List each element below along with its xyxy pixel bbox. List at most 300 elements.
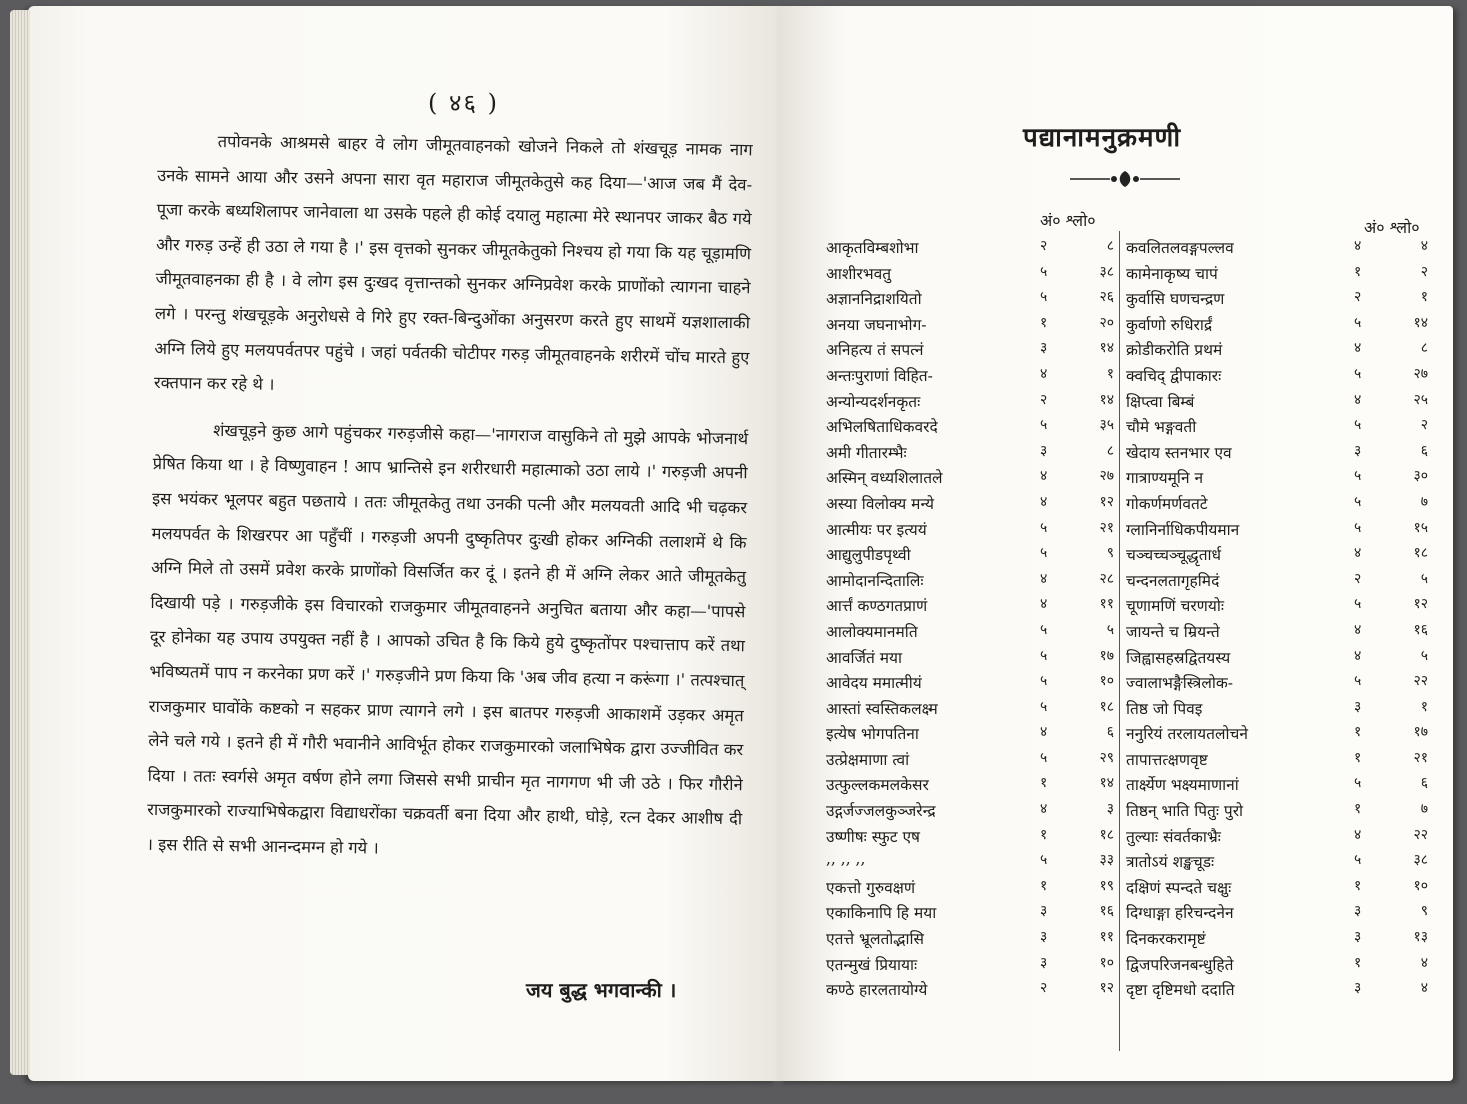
verse-first-line: कवलितलवङ्गपल्लव (1126, 239, 1234, 257)
verse-first-line: उत्प्रेक्षमाणा त्वां (826, 750, 910, 769)
act-number: ३ (1354, 929, 1362, 946)
act-number: २ (1040, 391, 1048, 408)
index-entry (1126, 313, 1428, 339)
verse-first-line: तापात्तत्क्षणवृष्ट (1126, 750, 1208, 769)
verse-first-line: ग्लानिर्नाधिकपीयमान (1126, 520, 1240, 539)
verse-first-line: चौमे भङ्गवती (1126, 418, 1197, 437)
act-number: ४ (1354, 826, 1362, 843)
index-entry (826, 492, 1114, 518)
shloka-number: ५ (1106, 621, 1114, 638)
verse-first-line: एकाकिनापि हि मया (826, 904, 937, 923)
index-entry (826, 262, 1114, 288)
shloka-number: २१ (1099, 519, 1114, 536)
shloka-number: १२ (1099, 980, 1114, 997)
verse-first-line: अज्ञाननिद्राशयितो (826, 290, 922, 309)
verse-reference (1354, 978, 1428, 997)
index-entry (1126, 697, 1428, 723)
verse-reference (1040, 543, 1114, 562)
act-number: २ (1040, 980, 1048, 997)
act-number: २ (1354, 570, 1362, 587)
shloka-number: १३ (1413, 929, 1428, 946)
act-number: ५ (1040, 417, 1048, 434)
act-number: ३ (1354, 698, 1362, 715)
verse-reference (1040, 799, 1114, 818)
index-entry (826, 646, 1114, 672)
verse-first-line: क्वचिद् द्वीपाकारः (1126, 366, 1222, 385)
verse-first-line: गोकर्णमर्णवतटे (1126, 494, 1208, 513)
verse-reference (1354, 773, 1428, 792)
act-number: १ (1354, 263, 1362, 280)
index-entry (826, 978, 1114, 1004)
verse-first-line: अमी गीतारम्भैः (826, 443, 907, 462)
index-entry (1126, 441, 1428, 467)
verse-first-line: आत्मीयः पर इत्ययं (826, 520, 927, 539)
verse-first-line: ज्वालाभङ्गैस्त्रिलोक- (1126, 674, 1233, 693)
shloka-number: १७ (1099, 647, 1114, 664)
verse-reference (1354, 799, 1428, 818)
act-number: ३ (1040, 340, 1048, 357)
verse-reference (1354, 441, 1428, 460)
verse-reference (1040, 441, 1114, 460)
verse-first-line: ,, ,, ,, (826, 850, 866, 869)
act-number: ४ (1354, 238, 1362, 254)
shloka-number: ४ (1420, 980, 1428, 997)
verse-first-line: दिनकरकरामृष्टं (1126, 930, 1206, 949)
verse-reference (1354, 390, 1428, 409)
index-title: पद्यानामनुक्रमणी (1023, 123, 1182, 153)
verse-index-right (1126, 236, 1428, 1004)
shloka-number: ५ (1420, 647, 1428, 664)
shloka-number: ८ (1420, 340, 1428, 357)
verse-reference (1354, 466, 1428, 485)
verse-first-line: उष्णीषः स्फुट एष (826, 827, 920, 846)
act-number: १ (1354, 749, 1362, 766)
verse-first-line: दृष्टा दृष्टिमधो ददाति (1126, 981, 1235, 1000)
verse-reference (1354, 236, 1428, 255)
act-number: ५ (1040, 647, 1048, 664)
act-number: १ (1354, 877, 1362, 894)
shloka-number: १ (1106, 365, 1114, 382)
shloka-number: २५ (1413, 391, 1428, 408)
verse-first-line: गात्राण्यमूनि न (1126, 469, 1204, 488)
shloka-number: २२ (1413, 826, 1428, 843)
left-page (28, 6, 778, 1081)
shloka-number: ५ (1420, 570, 1428, 587)
verse-reference (1040, 390, 1114, 409)
act-number: ५ (1040, 519, 1048, 536)
index-entry (826, 236, 1114, 262)
verse-reference (1040, 773, 1114, 792)
index-entry (1126, 722, 1428, 748)
shloka-number: ७ (1420, 801, 1428, 818)
index-entry (1126, 927, 1428, 953)
verse-reference (1040, 697, 1114, 716)
act-number: ४ (1040, 801, 1048, 818)
verse-reference (1354, 543, 1428, 562)
verse-reference (1354, 620, 1428, 639)
act-number: ४ (1354, 647, 1362, 664)
act-number: ५ (1354, 852, 1362, 869)
verse-first-line: आवेदय ममात्मीयं (826, 674, 922, 693)
verse-reference (1354, 953, 1428, 972)
shloka-number: ११ (1099, 929, 1114, 946)
verse-reference (1040, 927, 1114, 946)
index-entry (1126, 492, 1428, 518)
verse-first-line: एतत्ते भ्रूलतोद्भासि (826, 930, 925, 949)
index-entry (826, 825, 1114, 851)
index-entry (1126, 953, 1428, 979)
index-entry (1126, 518, 1428, 544)
verse-first-line: आस्तां स्वस्तिकलक्ष्म (826, 699, 938, 718)
shloka-number: २ (1420, 263, 1428, 280)
shloka-number: ६ (1420, 442, 1428, 459)
shloka-number: १० (1099, 673, 1114, 690)
act-number: ५ (1354, 596, 1362, 613)
shloka-number: १५ (1413, 519, 1428, 536)
verse-reference (1354, 646, 1428, 665)
index-entry (1126, 876, 1428, 902)
verse-first-line: एतन्मुखं प्रियायाः (826, 955, 918, 974)
verse-reference (1354, 262, 1428, 281)
index-entry (826, 697, 1114, 723)
act-number: ३ (1040, 903, 1048, 920)
verse-reference (1354, 927, 1428, 946)
verse-reference (1040, 415, 1114, 434)
act-number: २ (1354, 289, 1362, 306)
shloka-number: ७ (1420, 493, 1428, 510)
shloka-number: १७ (1413, 724, 1428, 741)
index-entry (1126, 850, 1428, 876)
shloka-number: १८ (1413, 545, 1428, 562)
index-entry (1126, 748, 1428, 774)
index-entry (1126, 671, 1428, 697)
verse-reference (1040, 646, 1114, 665)
index-entry (1126, 569, 1428, 595)
verse-first-line: आद्युलुपीडपृथ्वी (826, 546, 911, 565)
index-entry (826, 953, 1114, 979)
verse-reference (1040, 850, 1114, 869)
verse-first-line: आलोक्यमानमति (826, 622, 918, 641)
verse-first-line: क्रोडीकरोति प्रथमं (1126, 341, 1223, 360)
shloka-number: १ (1420, 289, 1428, 306)
verse-first-line: कुर्वासि घणचन्द्रण (1126, 290, 1225, 309)
ornament-divider (1070, 169, 1180, 189)
shloka-number: ८ (1106, 442, 1114, 459)
paragraph-1: तपोवनके आश्रमसे बाहर वे लोग जीमूतवाहनको खोजने निकले तो शंखचूड़ नामक नाग उनके सामने आया और उसने अपना सारा वृत महाराज जीमूतकेतुसे कह दिया—'आज जब मैं देव-पूजा करके बध्यशिलापर जानेवाला था उसके पहले ही कोई दयालु महात्मा मेरे स्थानपर जाकर बैठ गये और गरुड़ उन्हें ही उठा ले गया है ।' इस वृत्तको सुनकर जीमूतकेतुको निश्चय हो गया कि यह चूड़ामणि जीमूतवाहनका ही है । वे लोग इस दुःखद वृत्तान्तको सुनकर अग्निप्रवेश करके प्राणोंको त्यागना चाहने लगे । परन्तु शंखचूड़के अनुरोधसे वे गिरे हुए रक्त-बिन्दुओंका अनुसरण करते हुए साथमें यज्ञशालाकी अग्नि लिये हुए मलयपर्वतपर पहुंचे । जहां पर्वतकी चोटीपर गरुड़ जीमूतवाहनके शरीरमें चोंच मारते हुए रक्तपान कर रहे थे । (153, 131, 753, 395)
verse-first-line: आर्त्तं कण्ठगतप्राणं (826, 597, 928, 616)
act-number: ४ (1354, 391, 1362, 408)
verse-reference (1354, 518, 1428, 537)
verse-first-line: कामेनाकृष्य चापं (1126, 264, 1218, 283)
verse-first-line: चन्दनलतागृहमिदं (1126, 571, 1220, 590)
act-number: ३ (1354, 903, 1362, 920)
paragraph-2: शंखचूड़ने कुछ आगे पहुंचकर गरुड़जीसे कहा—'नागराज वासुकिने तो मुझे आपके भोजनार्थ प्रेषित किया था । हे विष्णुवाहन ! आप भ्रान्तिसे इन शरीरधारी महात्माको उठा लाये ।' गरुड़जी अपनी इस भयंकर भूलपर बहुत पछताये । ततः जीमूतकेतु तथा उनकी पत्नी और मलयवती आदि भी चढ़कर मलयपर्वत के शिखरपर आ पहुँचीं । गरुड़जी अपनी दुष्कृतिपर दुःखी होकर अग्निकी तलाशमें थे कि अग्नि मिले तो उसमें प्रवेश करके प्राणोंको विसर्जित कर दूं । इतने ही में अग्नि लेकर आते जीमूतकेतु दिखायी पड़े । गरुड़जीके इस विचारको राजकुमार जीमूतवाहनने अनुचित बताया और कहा—'पापसे दूर होनेका यह उपाय उपयुक्त नहीं है । आपको उचित है कि किये हुये दुष्कृतोंपर पश्चात्ताप करें तथा भविष्यतमें पाप न करनेका प्रण करें ।' गरुड़जीने प्रण किया कि 'अब जीव हत्या न करूंगा ।' तत्पश्चात् राजकुमार घावोंके कष्टको न सहकर प्राण त्यागने लगे । इस बातपर गरुड़जी आकाशमें उड़कर अमृत लेने चले गये । इतने ही में गौरी भवानीने आविर्भूत होकर राजकुमारको जलाभिषेक द्वारा उज्जीवित कर दिया । ततः स्वर्गसे अमृत वर्षण होने लगा जिससे सभी प्राचीन मृत नागगण भी जी उठे । फिर गौरीने राजकुमारको राज्याभिषेकद्वारा विद्याधरोंका चक्रवर्ती बना दिया और हाथी, घोड़े, रत्न देकर आशीष दी । इस रीति से सभी आनन्दमग्न हो गये । (146, 420, 749, 858)
act-number: १ (1040, 314, 1048, 331)
act-number: २ (1040, 238, 1048, 254)
verse-reference (1040, 953, 1114, 972)
index-entry (1126, 978, 1428, 1004)
index-entry (1126, 338, 1428, 364)
column-header-right: अं० श्लो० (1364, 218, 1420, 237)
act-number: ४ (1040, 724, 1048, 741)
act-number: ३ (1040, 954, 1048, 971)
act-number: १ (1040, 877, 1048, 894)
act-number: ३ (1040, 442, 1048, 459)
index-entry (826, 518, 1114, 544)
verse-reference (1040, 978, 1114, 997)
act-number: ४ (1040, 596, 1048, 613)
act-number: १ (1354, 801, 1362, 818)
verse-first-line: चञ्चच्चञ्चूद्धृतार्ध (1126, 546, 1222, 565)
column-divider (1119, 231, 1120, 1051)
closing-line: जय बुद्ध भगवान्की । (526, 978, 677, 1002)
verse-reference (1354, 748, 1428, 767)
act-number: १ (1040, 775, 1048, 792)
shloka-number: १४ (1099, 391, 1114, 408)
verse-first-line: तार्क्ष्येण भक्ष्यमाणानां (1126, 776, 1239, 795)
verse-reference (1354, 569, 1428, 588)
index-entry (1126, 390, 1428, 416)
shloka-number: १ (1420, 698, 1428, 715)
shloka-number: १८ (1099, 826, 1114, 843)
verse-first-line: उत्फुल्लकमलकेसर (826, 776, 929, 795)
shloka-number: १४ (1099, 340, 1114, 357)
shloka-number: १८ (1099, 698, 1114, 715)
shloka-number: २२ (1413, 673, 1428, 690)
page-edges (10, 10, 30, 1075)
index-entry (826, 671, 1114, 697)
verse-first-line: कुर्वाणो रुधिरार्द्रं (1126, 315, 1213, 334)
act-number: ५ (1354, 775, 1362, 792)
verse-reference (1040, 364, 1114, 383)
verse-first-line: उद्गर्जज्जलकुञ्जरेन्द्र (826, 802, 936, 821)
act-number: ५ (1354, 314, 1362, 331)
verse-reference (1040, 338, 1114, 357)
index-entry (1126, 543, 1428, 569)
shloka-number: ३५ (1099, 417, 1114, 434)
verse-first-line: अनिहत्य तं सपत्नं (826, 341, 924, 360)
act-number: १ (1354, 724, 1362, 741)
act-number: १ (1040, 826, 1048, 843)
verse-first-line: तिष्ठन् भाति पितुः पुरो (1126, 802, 1244, 821)
index-entry (826, 569, 1114, 595)
shloka-number: १४ (1099, 775, 1114, 792)
index-entry (1126, 287, 1428, 313)
verse-first-line: दिग्धाङ्गा हरिचन्दनेन (1126, 904, 1234, 923)
verse-reference (1040, 748, 1114, 767)
index-entry (1126, 620, 1428, 646)
act-number: ५ (1040, 545, 1048, 562)
verse-reference (1040, 287, 1114, 306)
index-entry (1126, 773, 1428, 799)
index-entry (826, 338, 1114, 364)
index-entry (1126, 799, 1428, 825)
verse-reference (1040, 825, 1114, 844)
verse-reference (1040, 492, 1114, 511)
verse-reference (1354, 850, 1428, 869)
story-text (146, 124, 753, 872)
verse-first-line: खेदाय स्तनभार एव (1126, 443, 1232, 462)
index-entry (1126, 825, 1428, 851)
verse-reference (1354, 594, 1428, 613)
shloka-number: १० (1099, 954, 1114, 971)
verse-first-line: कण्ठे हारलतायोग्ये (826, 981, 928, 1000)
shloka-number: २८ (1099, 570, 1114, 587)
act-number: ५ (1354, 417, 1362, 434)
act-number: ५ (1040, 852, 1048, 869)
verse-reference (1354, 876, 1428, 895)
act-number: ५ (1354, 365, 1362, 382)
index-entry (826, 441, 1114, 467)
verse-first-line: इत्येष भोगपतिना (826, 725, 919, 744)
shloka-number: ३८ (1413, 852, 1428, 869)
verse-reference (1354, 697, 1428, 716)
shloka-number: २० (1099, 314, 1114, 331)
verse-first-line: चूणामणिं चरणयोः (1126, 597, 1225, 616)
verse-first-line: आकृतविम्बशोभा (826, 239, 919, 257)
act-number: ४ (1354, 340, 1362, 357)
shloka-number: १० (1413, 877, 1428, 894)
index-entry (1126, 415, 1428, 441)
verse-reference (1354, 671, 1428, 690)
verse-first-line: एकत्तो गुरुवक्षणं (826, 878, 916, 897)
shloka-number: २९ (1099, 749, 1114, 766)
shloka-number: १९ (1099, 877, 1114, 894)
verse-first-line: तुल्याः संवर्तकाभ्रैः (1126, 827, 1221, 846)
shloka-number: २ (1420, 417, 1428, 434)
index-entry (826, 748, 1114, 774)
verse-reference (1354, 313, 1428, 332)
shloka-number: ९ (1420, 903, 1428, 920)
shloka-number: ८ (1106, 238, 1114, 254)
act-number: ४ (1354, 545, 1362, 562)
shloka-number: २७ (1413, 365, 1428, 382)
verse-first-line: त्रातोऽयं शङ्खचूडः (1126, 853, 1215, 872)
verse-reference (1354, 287, 1428, 306)
verse-reference (1354, 492, 1428, 511)
act-number: ४ (1354, 621, 1362, 638)
verse-first-line: आवर्जितं मया (826, 648, 903, 667)
index-entry (826, 466, 1114, 492)
shloka-number: ४ (1420, 954, 1428, 971)
act-number: ४ (1040, 468, 1048, 485)
verse-reference (1040, 671, 1114, 690)
verse-index-left (826, 236, 1114, 1004)
act-number: ५ (1040, 289, 1048, 306)
shloka-number: ३ (1106, 801, 1114, 818)
act-number: १ (1354, 954, 1362, 971)
index-entry (1126, 594, 1428, 620)
verse-reference (1354, 722, 1428, 741)
verse-first-line: अभिलषिताधिकवरदे (826, 418, 938, 437)
index-entry (826, 901, 1114, 927)
shloka-number: १४ (1413, 314, 1428, 331)
index-entry (826, 876, 1114, 902)
shloka-number: ३० (1413, 468, 1428, 485)
shloka-number: ३३ (1099, 852, 1114, 869)
verse-reference (1040, 518, 1114, 537)
act-number: ५ (1354, 673, 1362, 690)
verse-first-line: अनया जघनाभोग- (826, 315, 927, 334)
verse-first-line: अन्योन्यदर्शनकृतः (826, 392, 921, 411)
act-number: ५ (1040, 673, 1048, 690)
verse-reference (1040, 876, 1114, 895)
column-header-left: अं० श्लो० (1040, 211, 1096, 230)
verse-first-line: आशीरभवतु (826, 264, 892, 283)
verse-reference (1354, 338, 1428, 357)
shloka-number: १२ (1099, 493, 1114, 510)
act-number: ५ (1354, 468, 1362, 485)
act-number: ४ (1040, 365, 1048, 382)
shloka-number: २६ (1099, 289, 1114, 306)
index-entry (826, 773, 1114, 799)
verse-first-line: अन्तःपुराणां विहित- (826, 366, 933, 385)
index-entry (826, 927, 1114, 953)
index-entry (826, 850, 1114, 876)
shloka-number: २१ (1413, 749, 1428, 766)
act-number: ३ (1354, 980, 1362, 997)
index-entry (1126, 262, 1428, 288)
act-number: ३ (1354, 442, 1362, 459)
verse-reference (1040, 722, 1114, 741)
verse-first-line: क्षिप्त्वा बिम्बं (1126, 392, 1195, 411)
verse-reference (1354, 901, 1428, 920)
verse-first-line: दक्षिणं स्पन्दते चक्षुः (1126, 878, 1232, 897)
verse-reference (1040, 313, 1114, 332)
index-entry (1126, 236, 1428, 262)
shloka-number: २७ (1099, 468, 1114, 485)
act-number: ५ (1040, 621, 1048, 638)
verse-first-line: जिह्वासहस्रद्वितयस्य (1126, 648, 1231, 667)
open-book (28, 6, 1453, 1096)
shloka-number: १६ (1099, 903, 1114, 920)
act-number: ४ (1040, 493, 1048, 510)
act-number: ५ (1354, 519, 1362, 536)
verse-reference (1354, 825, 1428, 844)
shloka-number: ११ (1099, 596, 1114, 613)
shloka-number: ६ (1106, 724, 1114, 741)
verse-reference (1040, 236, 1114, 255)
index-entry (826, 543, 1114, 569)
index-entry (826, 313, 1114, 339)
verse-reference (1354, 415, 1428, 434)
act-number: ५ (1040, 263, 1048, 280)
index-entry (826, 594, 1114, 620)
act-number: ४ (1040, 570, 1048, 587)
act-number: ५ (1354, 493, 1362, 510)
verse-reference (1040, 569, 1114, 588)
act-number: ३ (1040, 929, 1048, 946)
index-entry (1126, 466, 1428, 492)
shloka-number: १२ (1413, 596, 1428, 613)
verse-reference (1354, 364, 1428, 383)
shloka-number: ६ (1420, 775, 1428, 792)
index-entry (1126, 646, 1428, 672)
index-entry (826, 722, 1114, 748)
verse-reference (1040, 620, 1114, 639)
shloka-number: ४ (1420, 238, 1428, 254)
verse-first-line: जायन्ते च म्रियन्ते (1126, 622, 1220, 641)
verse-first-line: आमोदानन्दितालिः (826, 571, 924, 590)
index-entry (826, 287, 1114, 313)
act-number: ५ (1040, 698, 1048, 715)
verse-reference (1040, 901, 1114, 920)
verse-first-line: द्विजपरिजनबन्धुहिते (1126, 955, 1234, 974)
shloka-number: १६ (1413, 621, 1428, 638)
shloka-number: ३८ (1099, 263, 1114, 280)
verse-reference (1040, 466, 1114, 485)
index-entry (1126, 901, 1428, 927)
